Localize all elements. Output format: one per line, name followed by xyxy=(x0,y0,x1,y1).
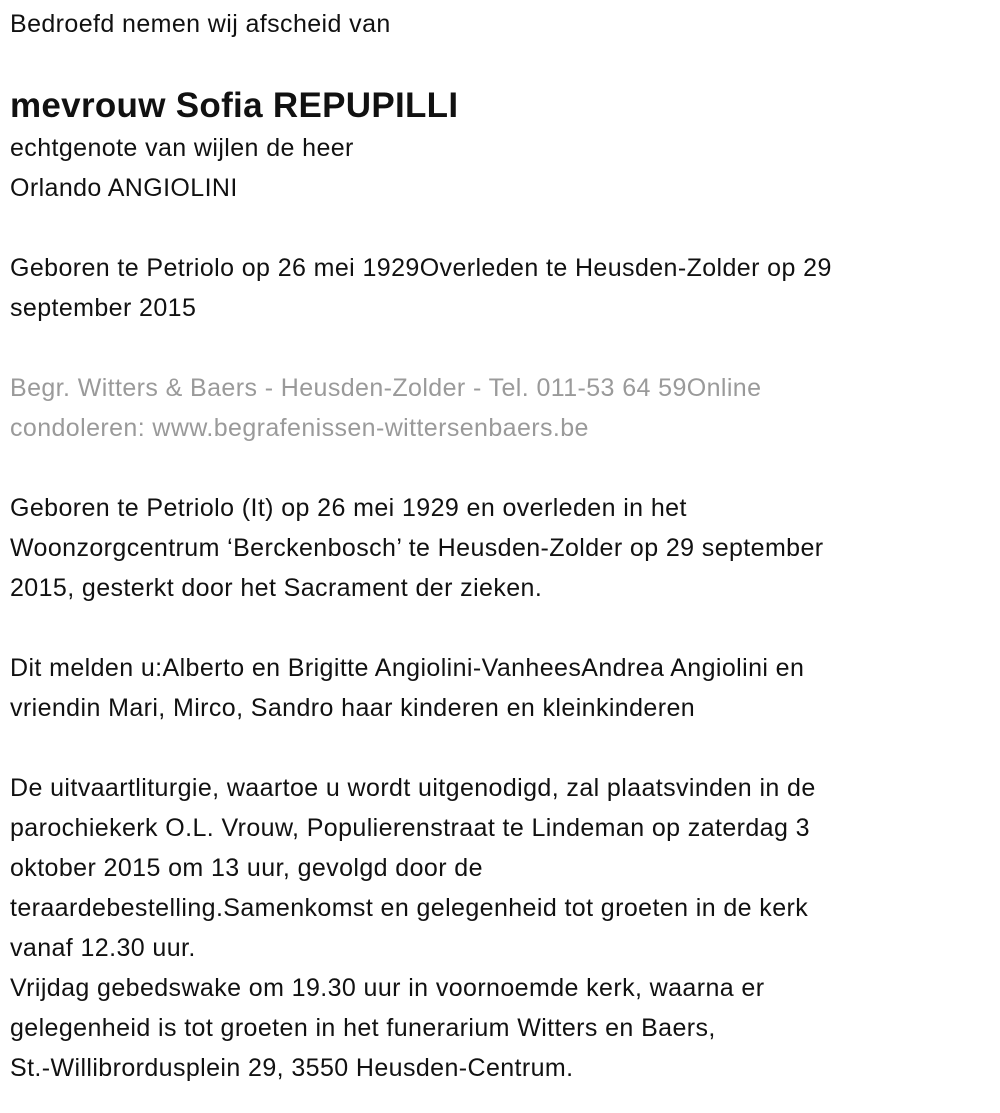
paragraph-line: gelegenheid is tot groeten in het funerarium Witters en Baers, xyxy=(10,1014,716,1042)
liturgy-paragraph xyxy=(10,768,1000,1088)
paragraph-line: vriendin Mari, Mirco, Sandro haar kinderen en kleinkinderen xyxy=(10,694,696,722)
birth-death-paragraph xyxy=(10,488,1000,608)
deceased-name: mevrouw Sofia REPUPILLI xyxy=(10,86,459,125)
announcers-paragraph xyxy=(10,648,1000,728)
funeral-home-line: Begr. Witters & Baers - Heusden-Zolder - Tel. 011-53 64 59Online xyxy=(10,374,762,402)
spouse-line: Orlando ANGIOLINI xyxy=(10,174,238,202)
paragraph-line: vanaf 12.30 uur. xyxy=(10,934,196,962)
spouse-block xyxy=(10,128,1000,208)
paragraph-line: oktober 2015 om 13 uur, gevolgd door de xyxy=(10,854,483,882)
funeral-home-line: condoleren: www.begrafenissen-wittersenbaers.be xyxy=(10,414,589,442)
paragraph-line: De uitvaartliturgie, waartoe u wordt uitgenodigd, zal plaatsvinden in de xyxy=(10,774,816,802)
paragraph-line: Woonzorgcentrum ‘Berckenbosch’ te Heusden-Zolder op 29 september xyxy=(10,534,824,562)
paragraph-line: Dit melden u:Alberto en Brigitte Angiolini-VanheesAndrea Angiolini en xyxy=(10,654,805,682)
paragraph-line: teraardebestelling.Samenkomst en gelegenheid tot groeten in de kerk xyxy=(10,894,809,922)
paragraph-line: Vrijdag gebedswake om 19.30 uur in voornoemde kerk, waarna er xyxy=(10,974,765,1002)
dates-line: Geboren te Petriolo op 26 mei 1929Overleden te Heusden-Zolder op 29 xyxy=(10,254,832,282)
paragraph-line: Geboren te Petriolo (It) op 26 mei 1929 en overleden in het xyxy=(10,494,687,522)
dates-block xyxy=(10,248,1000,328)
spouse-line: echtgenote van wijlen de heer xyxy=(10,134,354,162)
obituary-document xyxy=(0,4,1000,1088)
paragraph-line: parochiekerk O.L. Vrouw, Populierenstraat te Lindeman op zaterdag 3 xyxy=(10,814,810,842)
dates-line: september 2015 xyxy=(10,294,197,322)
funeral-home-block xyxy=(10,368,1000,448)
paragraph-line: 2015, gesterkt door het Sacrament der zieken. xyxy=(10,574,543,602)
paragraph-line: St.-Willibrordusplein 29, 3550 Heusden-Centrum. xyxy=(10,1054,574,1082)
intro-text: Bedroefd nemen wij afscheid van xyxy=(10,10,391,38)
